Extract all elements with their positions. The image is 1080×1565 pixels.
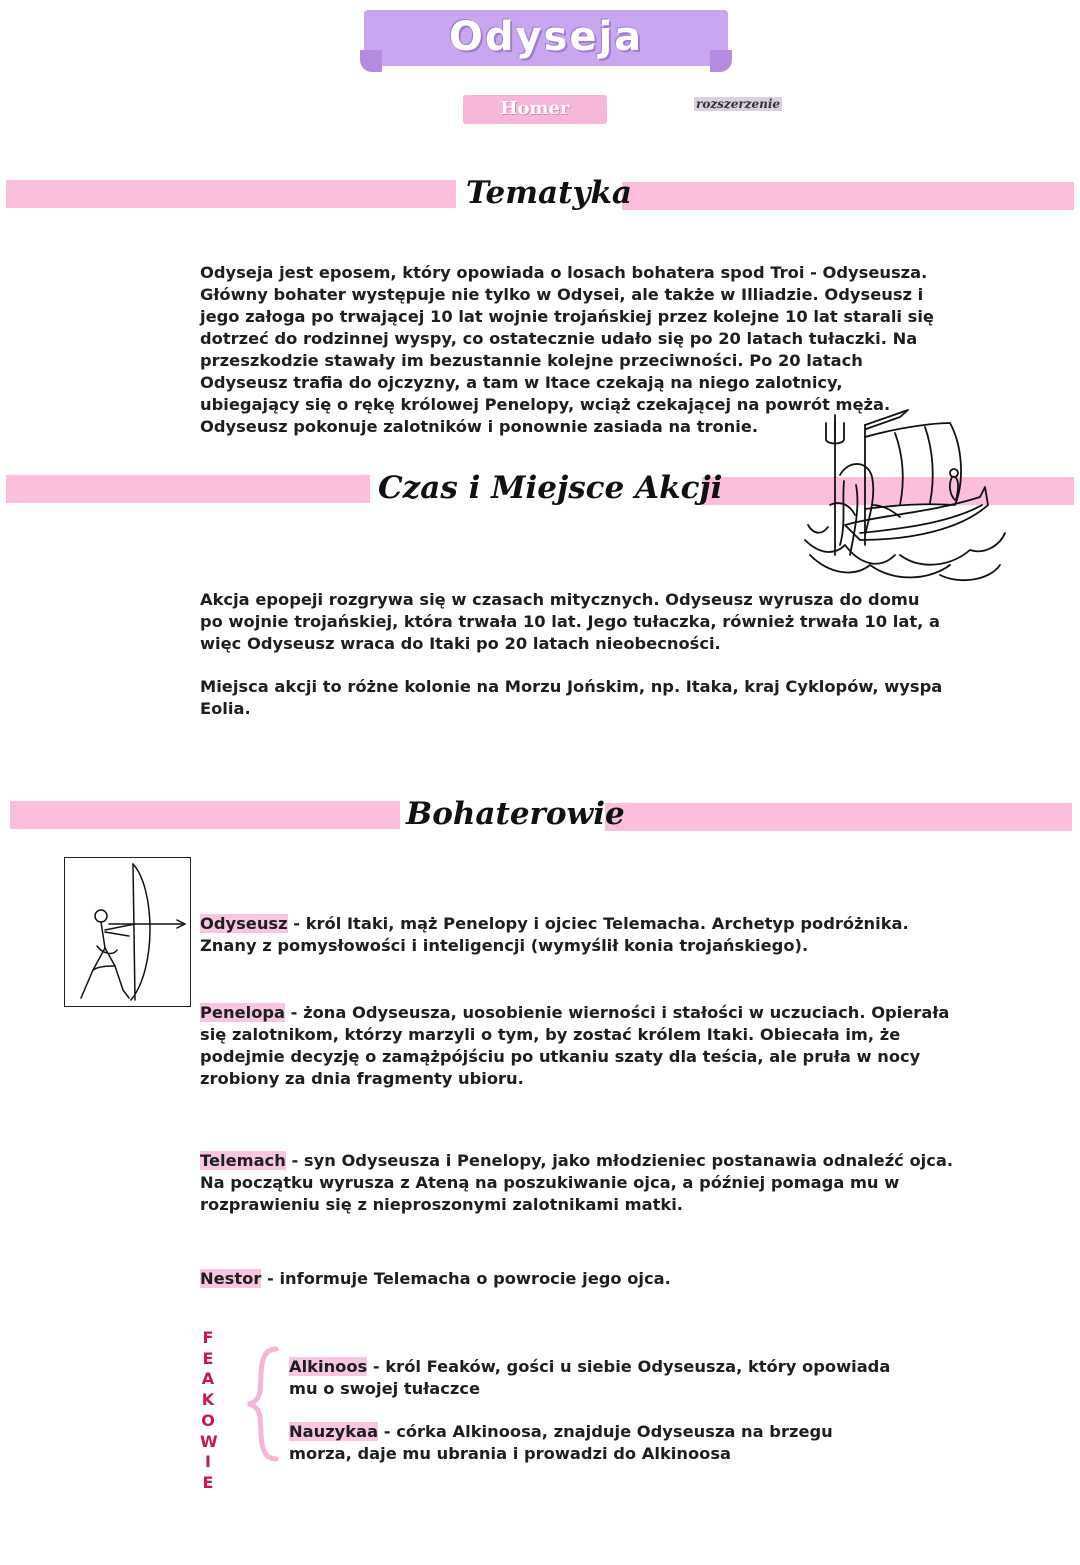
member-name: Nauzykaa [289, 1422, 379, 1441]
curly-brace-icon [244, 1345, 280, 1463]
character-telemach [200, 1150, 960, 1216]
stripe-right-bohaterowie [605, 803, 1072, 831]
character-penelopa [200, 1002, 960, 1090]
group-letter: F [202, 1328, 214, 1347]
group-letter: O [201, 1410, 215, 1430]
group-letter: I [205, 1452, 211, 1472]
author-banner [463, 95, 607, 124]
heading-tematyka: Tematyka [466, 175, 633, 211]
czas-text-2: Miejsca akcji to różne kolonie na Morzu Jońskim, np. Itaka, kraj Cyklopów, wyspa Eolia. [200, 677, 943, 718]
archer-odysseus-icon [64, 857, 191, 1007]
page-title: Odyseja [448, 14, 644, 60]
member-alkinoos [289, 1356, 909, 1400]
group-letter: W [200, 1431, 218, 1451]
character-desc: - informuje Telemacha o powrocie jego ojca. [261, 1269, 671, 1288]
member-desc: - król Feaków, gości u siebie Odyseusza, który opowiada mu o swojej tułaczce [289, 1357, 891, 1398]
group-letter: E [202, 1348, 214, 1368]
heading-czas: Czas i Miejsce Akcji [378, 470, 723, 506]
character-name: Nestor [200, 1269, 262, 1288]
character-name: Odyseusz [200, 914, 288, 933]
character-nestor [200, 1268, 970, 1290]
character-desc: - syn Odyseusza i Penelopy, jako młodzieniec postanawia odnaleźć ojca. Na początku wyrusza z Ateną na poszukiwanie ojca, a później pomaga mu w rozprawieniu się z nieproszonymi zalotnikami matki. [200, 1151, 954, 1214]
tematyka-text: Odyseja jest eposem, który opowiada o losach bohatera spod Troi - Odyseusza. Główny bohater występuje nie tylko w Odysei, ale także w Illiadzie. Odyseusz i jego załoga po trwającej 10 lat wojnie trojańskiej przez kolejne 10 lat starali się dotrzeć do rodzinnej wyspy, co ostatecznie udało się po 20 latach tułaczki. Na przeszkodzie stawały im bezustannie kolejne przeciwności. Po 20 latach Odyseusz trafia do ojczyzny, a tam w Itace czekają na niego zalotnicy, ubiegający się o rękę królowej Penelopy, wciąż czekającej na powrót męża. Odyseusz pokonuje zalotników i ponownie zasiada na tronie. [200, 263, 934, 436]
ship-with-poseidon-icon [800, 405, 1010, 590]
stripe-left-czas [6, 475, 370, 503]
stripe-right-tematyka [622, 182, 1074, 210]
group-label-feakowie [200, 1328, 216, 1494]
level-tag: rozszerzenie [696, 97, 781, 111]
group-letter: K [201, 1390, 215, 1410]
character-desc: - król Itaki, mąż Penelopy i ojciec Telemacha. Archetyp podróżnika. Znany z pomysłowości i inteligencji (wymyślił konia trojańskiego). [200, 914, 909, 955]
group-letter: A [201, 1369, 215, 1389]
title-banner [364, 10, 728, 66]
heading-bohaterowie: Bohaterowie [406, 796, 625, 832]
member-desc: - córka Alkinoosa, znajduje Odyseusza na brzegu morza, daje mu ubrania i prowadzi do Alkinoosa [289, 1422, 833, 1463]
stripe-left-tematyka [6, 180, 456, 208]
character-odyseusz [200, 913, 970, 957]
member-name: Alkinoos [289, 1357, 368, 1376]
group-letter: E [202, 1472, 214, 1492]
character-desc: - żona Odyseusza, uosobienie wierności i stałości w uczuciach. Opierała się zalotnikom, którzy marzyli o tym, by zostać królem Itaki. Obiecała im, że podejmie decyzję o zamążpójściu po utkaniu szaty dla teścia, ale pruła w nocy zrobiony za dnia fragmenty ubioru. [200, 1003, 950, 1088]
stripe-left-bohaterowie [10, 801, 400, 829]
author-name: Homer [500, 98, 570, 119]
member-nauzykaa [289, 1421, 889, 1465]
czas-text-1: Akcja epopeji rozgrywa się w czasach mitycznych. Odyseusz wyrusza do domu po wojnie trojańskiej, która trwała 10 lat. Jego tułaczka, również trwała 10 lat, a więc Odyseusz wraca do Itaki po 20 latach nieobecności. [200, 590, 940, 653]
character-name: Penelopa [200, 1003, 286, 1022]
character-name: Telemach [200, 1151, 286, 1170]
